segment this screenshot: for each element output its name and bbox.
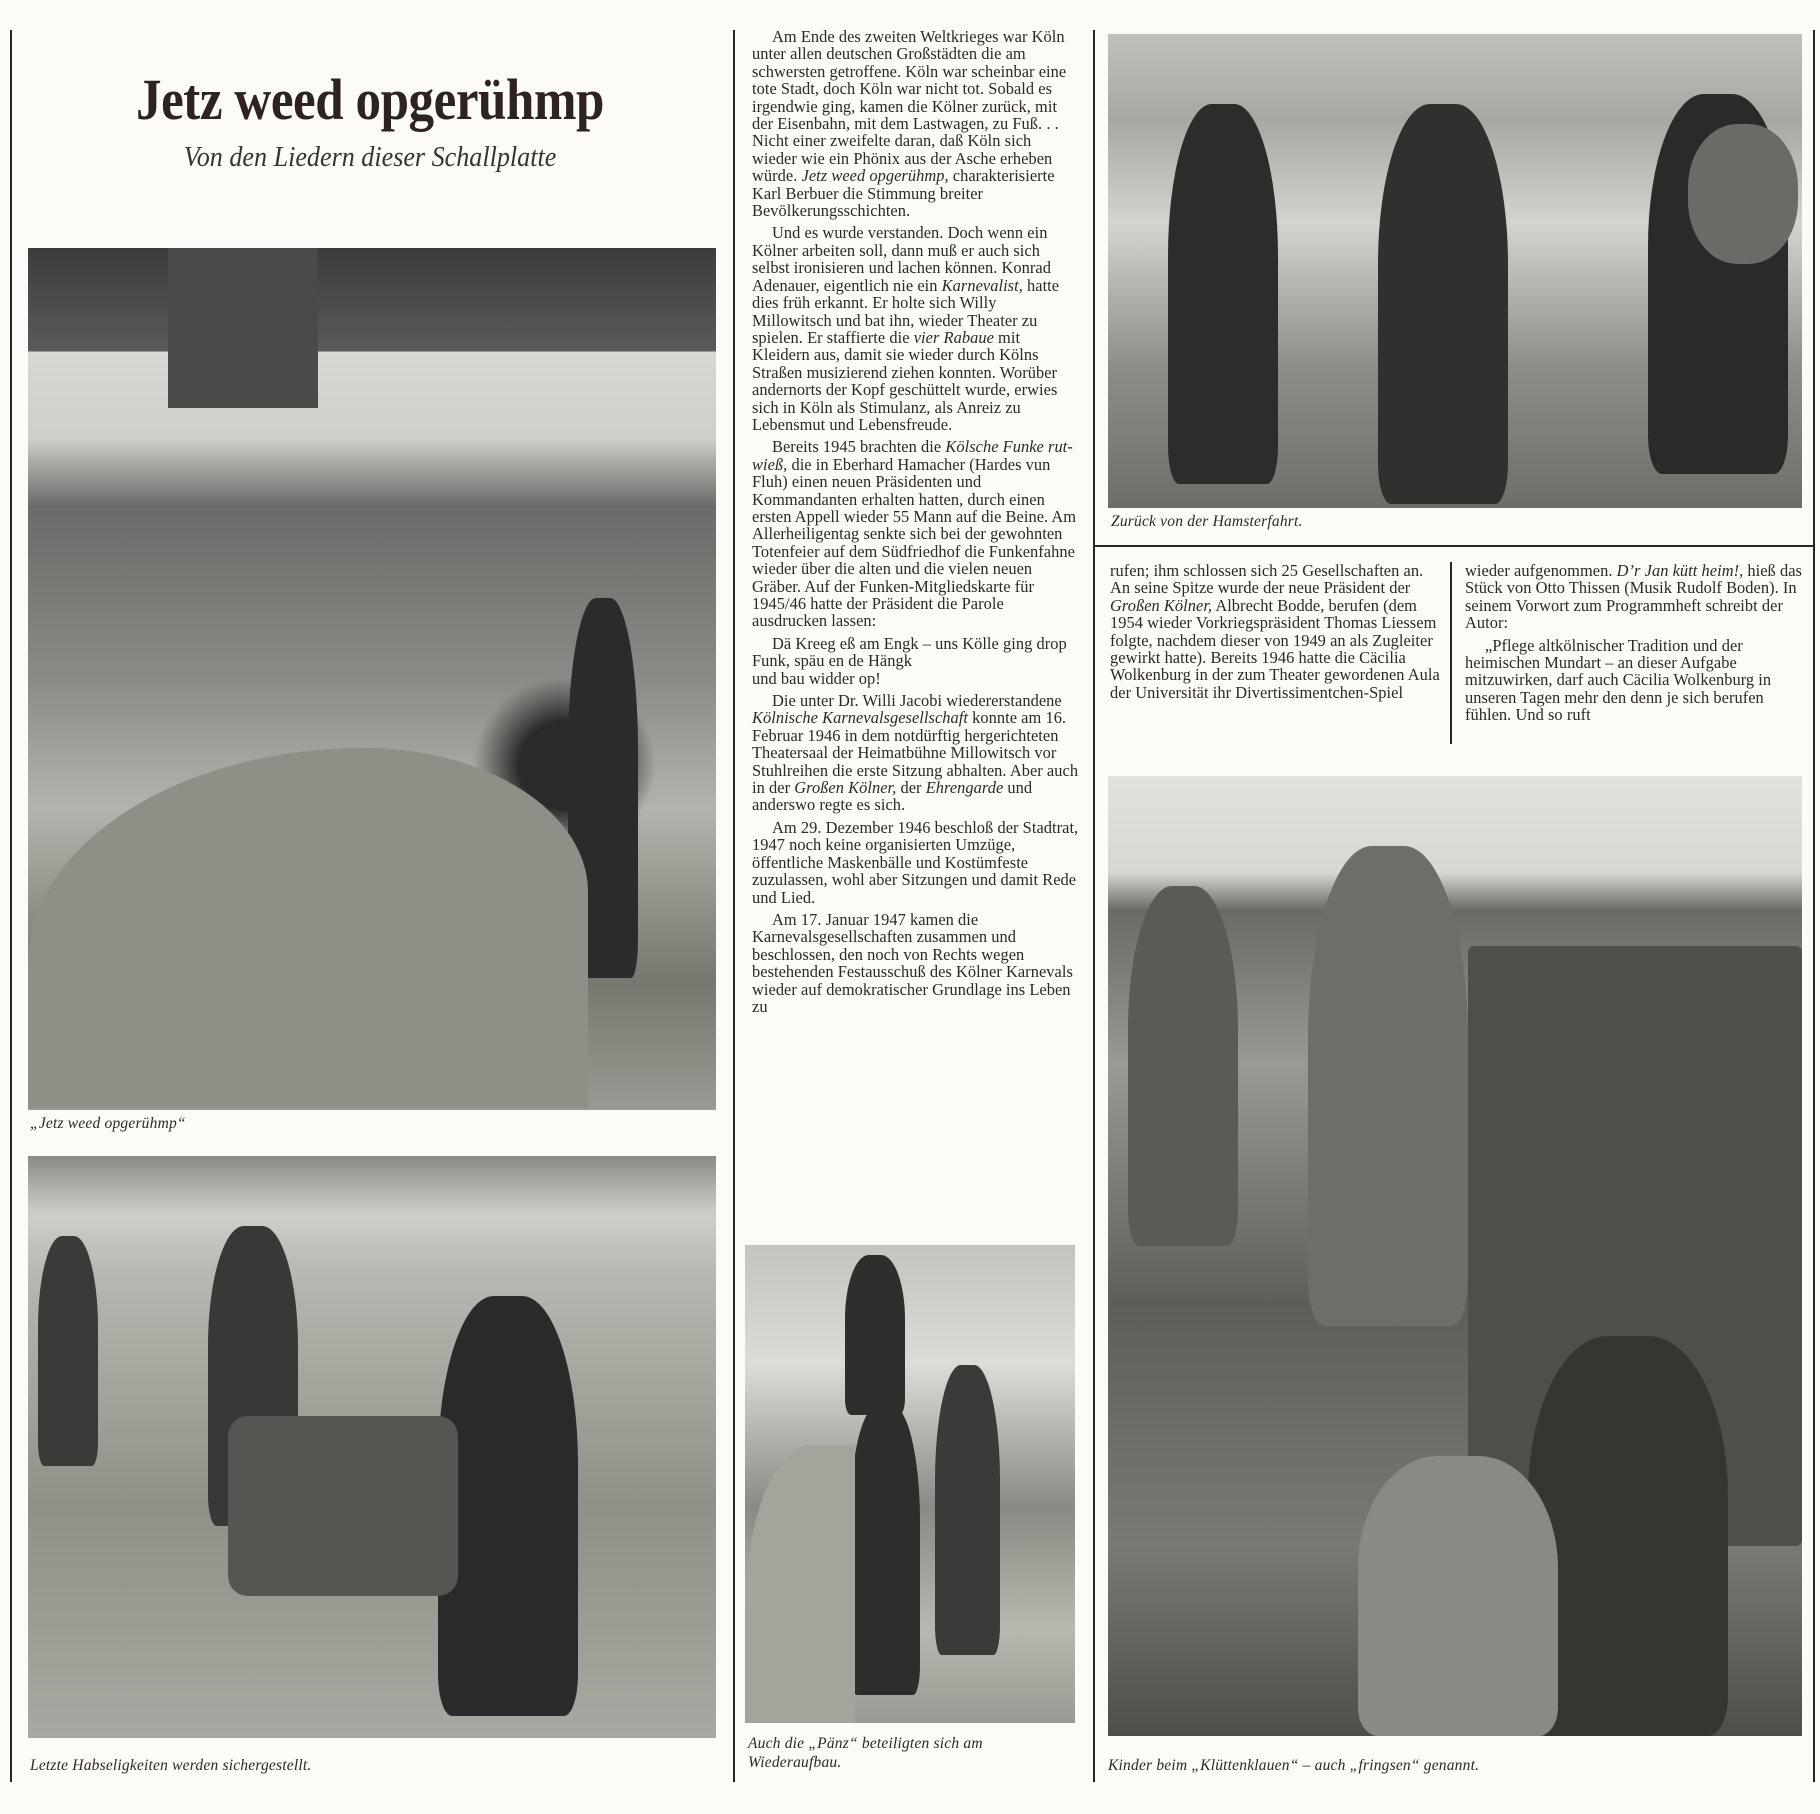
boy-on-truck-figure xyxy=(1308,846,1468,1326)
child-figure-right xyxy=(935,1365,1000,1655)
verse-line: und bau widder op! xyxy=(752,668,881,688)
paragraph: wieder aufgenommen. D’r Jan kütt heim!, hieß das Stück von Otto Thissen (Musik Rudolf Boden). In seinem Vorwort zum Programmheft schreibt der Autor: xyxy=(1465,561,1802,633)
woman-figure-front xyxy=(438,1296,578,1716)
quote-paragraph: „Pflege altkölnischer Tradition und der heimischen Mundart – an dieser Aufgabe mitzuwirken, darf auch Cäcilia Wolkenburg in unseren Tagen mehr den denn je sich berufen fühlen. Und so ruft xyxy=(1465,635,1772,725)
rubble-heap xyxy=(745,1445,855,1723)
church-tower-silhouette xyxy=(168,248,318,408)
page-subtitle: Von den Liedern dieser Schallplatte xyxy=(183,141,557,173)
paragraph: Die unter Dr. Willi Jacobi wiedererstandene Kölnische Karnevalsgesellschaft konnte am 16. Februar 1946 in dem notdürftig hergerichteten Theatersaal der Heimatbühne Millowitsch vor Stuhlreihen die erste Sitzung abhalten. Aber auch in der Großen Kölner, der Ehrengarde und anderswo regte es sich. xyxy=(752,691,1079,815)
girl-left-figure xyxy=(1128,886,1238,1246)
column-divider-2 xyxy=(1093,30,1095,1782)
hamsterfahrt-photo xyxy=(1108,34,1802,508)
column-divider-3 xyxy=(1450,562,1452,744)
ruins-photo xyxy=(28,248,716,1110)
verse-line: Funk, späu en de Hängk xyxy=(752,651,912,671)
women-cart-photo-caption: Letzte Habseligkeiten werden sichergestellt. xyxy=(30,1757,312,1774)
kluetten-photo-caption: Kinder beim „Klüttenklauen“ – auch „fringsen“ genannt. xyxy=(1108,1757,1480,1774)
paragraph: Am 17. Januar 1947 kamen die Karnevalsgesellschaften zusammen und beschlossen, den noch von Rechts wegen bestehenden Festausschuß des Kölner Karnevals wieder auf demokratischer Grundlage ins Leben zu xyxy=(752,909,1073,1016)
paragraph: rufen; ihm schlossen sich 25 Gesellschaften an. An seine Spitze wurde der neue Präsident der Großen Kölner, Albrecht Bodde, berufen (dem 1954 wieder Vorkriegspräsident Thomas Liessem folgte, nachdem dieser von 1949 an als Zugleiter gewirkt hatte). Bereits 1946 hatte die Cäcilia Wolkenburg in der zum Theater gewordenen Aula der Universität ihr Divertissimentchen-Spiel xyxy=(1110,561,1440,702)
paragraph: Bereits 1945 brachten die Kölsche Funke rut-wieß, die in Eberhard Hamacher (Hardes vun Fluh) einen neuen Präsidenten und Kommandanten erhalten hatten, durch einen ersten Appell wieder 55 Mann auf die Beine. Am Allerheiligentag senkte sich bei der gewohnten Totenfeier auf dem Südfriedhof die Funkenfahne wieder über die alten und die vielen neuen Gräber. Auf der Funken-Mitgliedskarte für 1945/46 hatte der Präsident die Parole ausdrucken lassen: xyxy=(752,437,1077,631)
adult-figure xyxy=(845,1255,905,1415)
kids-photo xyxy=(745,1245,1075,1723)
kluetten-photo xyxy=(1108,776,1802,1736)
backpack xyxy=(1688,124,1798,264)
boy-reaching-figure xyxy=(1528,1336,1728,1736)
paragraph: Und es wurde verstanden. Doch wenn ein Kölner arbeiten soll, dann muß er auch sich selbst ironisieren und lachen können. Konrad Adenauer, eigentlich nie ein Karnevalist, hatte dies früh erkannt. Er holte sich Willy Millowitsch und bat ihn, wieder Theater zu spielen. Er staffierte die vier Rabaue mit Kleidern aus, damit sie wieder durch Kölns Straßen musizierend ziehen konnten. Worüber andernorts der Kopf geschüttelt wurde, erwies sich in Köln als Stimulanz, als Anreiz zu Lebensmut und Lebensfreude. xyxy=(752,223,1060,434)
child-figure-left xyxy=(850,1405,920,1695)
walker-figure-1 xyxy=(1168,104,1278,484)
article-column-1 xyxy=(752,28,1080,1020)
article-column-3 xyxy=(1465,562,1805,729)
kids-photo-caption: Auch die „Pänz“ beteiligten sich am Wiederaufbau. xyxy=(748,1735,983,1771)
loaded-cart xyxy=(228,1416,458,1596)
girl-figure xyxy=(38,1236,98,1466)
verse-quote xyxy=(752,635,1080,687)
rubble-pile xyxy=(28,748,588,1108)
verse-line: Dä Kreeg eß am Engk – uns Kölle ging drop xyxy=(772,633,1067,653)
women-cart-photo xyxy=(28,1156,716,1738)
horizontal-rule xyxy=(1093,545,1815,547)
column-divider-1 xyxy=(733,30,735,1782)
paragraph: Am Ende des zweiten Weltkrieges war Köln unter allen deutschen Großstädten die am schwersten getroffene. Köln war scheinbar eine tote Stadt, doch Köln war nicht tot. Sobald es irgendwie ging, kamen die Kölner zurück, mit der Eisenbahn, mit dem Lastwagen, zu Fuß. . . Nicht einer zweifelte daran, daß Köln sich wieder wie ein Phönix aus der Asche erheben würde. Jetz weed opgerühmp, charakterisierte Karl Berbuer die Stimmung breiter Bevölkerungsschichten. xyxy=(752,27,1067,221)
article-column-2 xyxy=(1110,562,1440,706)
left-border-rule xyxy=(10,30,12,1782)
right-border-rule xyxy=(1813,30,1815,1782)
paragraph: Am 29. Dezember 1946 beschloß der Stadtrat, 1947 noch keine organisierten Umzüge, öffentliche Maskenbälle und Kostümfeste zuzulassen, wohl aber Sitzungen und damit Rede und Lied. xyxy=(752,817,1079,907)
ruins-photo-caption: „Jetz weed opgerühmp“ xyxy=(30,1115,186,1132)
child-front-figure xyxy=(1358,1456,1558,1736)
hamsterfahrt-photo-caption: Zurück von der Hamsterfahrt. xyxy=(1111,513,1303,530)
walker-figure-2 xyxy=(1378,104,1508,504)
page-title: Jetz weed opgerühmp xyxy=(136,67,604,132)
